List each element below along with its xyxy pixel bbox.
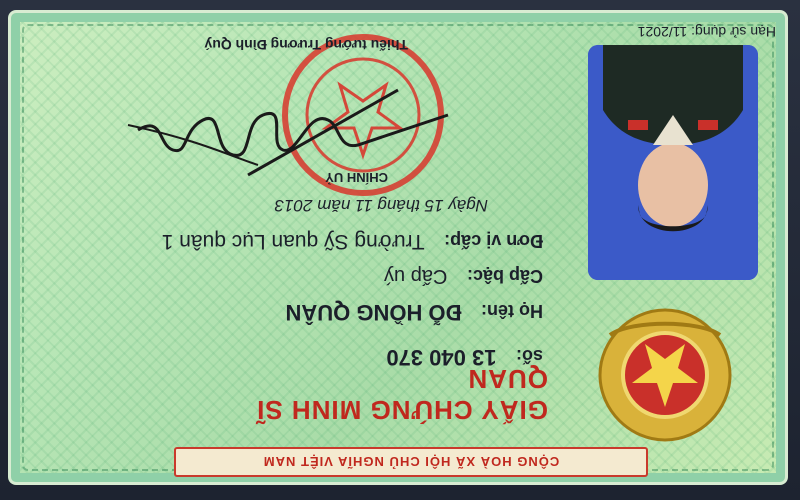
issue-date: Ngày 15 tháng 11 năm 2013 <box>274 196 488 215</box>
unit-label: Đơn vị cấp: <box>444 231 543 251</box>
signer-name: Thiếu tướng Trương Đình Quý <box>204 37 408 53</box>
unit-value: Trường Sỹ quan Lục quân 1 <box>161 230 425 253</box>
name-value: ĐỖ HỒNG QUÂN <box>285 300 462 325</box>
number-row <box>386 344 543 370</box>
name-row <box>285 299 543 325</box>
officer-photo <box>588 45 758 280</box>
rank-label: Cấp bậc: <box>466 266 543 286</box>
header-banner <box>174 447 648 477</box>
card-title: GIẤY CHỨNG MINH SĨ QUAN <box>256 364 548 425</box>
expiry-date: Hạn sử dụng: 11/2021 <box>637 24 776 40</box>
portrait-image <box>588 45 758 280</box>
officer-id-card <box>8 10 788 485</box>
rank-row <box>384 264 543 287</box>
issuer-role: CHÍNH UỶ <box>325 170 388 185</box>
name-label: Họ tên: <box>481 301 543 321</box>
number-value: 13 040 370 <box>386 345 497 370</box>
header-banner-text: CỘNG HOÀ XÃ HỘI CHỦ NGHĨA VIỆT NAM <box>262 454 560 470</box>
army-emblem-icon <box>590 305 740 445</box>
handwritten-signature <box>118 75 458 185</box>
rank-value: Cấp uý <box>384 265 448 287</box>
number-label: số: <box>516 346 543 366</box>
unit-row <box>162 229 543 253</box>
